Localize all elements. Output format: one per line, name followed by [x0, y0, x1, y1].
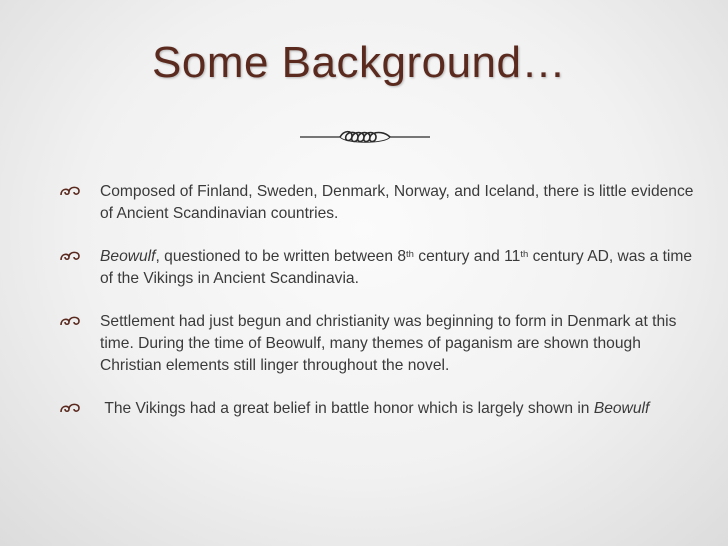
bullet-list [58, 181, 698, 441]
bullet-item [58, 246, 698, 290]
ornamental-curl-icon [58, 312, 82, 330]
ornamental-curl-icon [58, 182, 82, 200]
slide-title: Some Background… [152, 38, 566, 87]
bullet-text: Settlement had just begun and christianity was beginning to form in Denmark at this time. During the time of Beowulf, many themes of paganism are shown though Christian elements still linger throughout the novel. [100, 313, 677, 374]
italic-text: Beowulf [593, 400, 650, 417]
superscript: th [406, 249, 414, 260]
ornamental-curl-icon [58, 247, 82, 265]
bullet-text: Composed of Finland, Sweden, Denmark, Norway, and Iceland, there is little evidence of Ancient Scandinavian countries. [100, 183, 694, 222]
flourish-divider-icon [300, 126, 430, 148]
bullet-item [58, 398, 698, 420]
bullet-item [58, 311, 698, 377]
superscript: th [520, 249, 529, 260]
bullet-text: The Vikings had a great belief in battle honor which is largely shown in Beowulf [100, 400, 650, 417]
bullet-item [58, 181, 698, 225]
bullet-text: Beowulf, questioned to be written between 8th century and 11th century AD, was a time of the Vikings in Ancient Scandinavia. [100, 248, 693, 287]
ornamental-curl-icon [58, 399, 82, 417]
italic-text: Beowulf [100, 248, 156, 265]
